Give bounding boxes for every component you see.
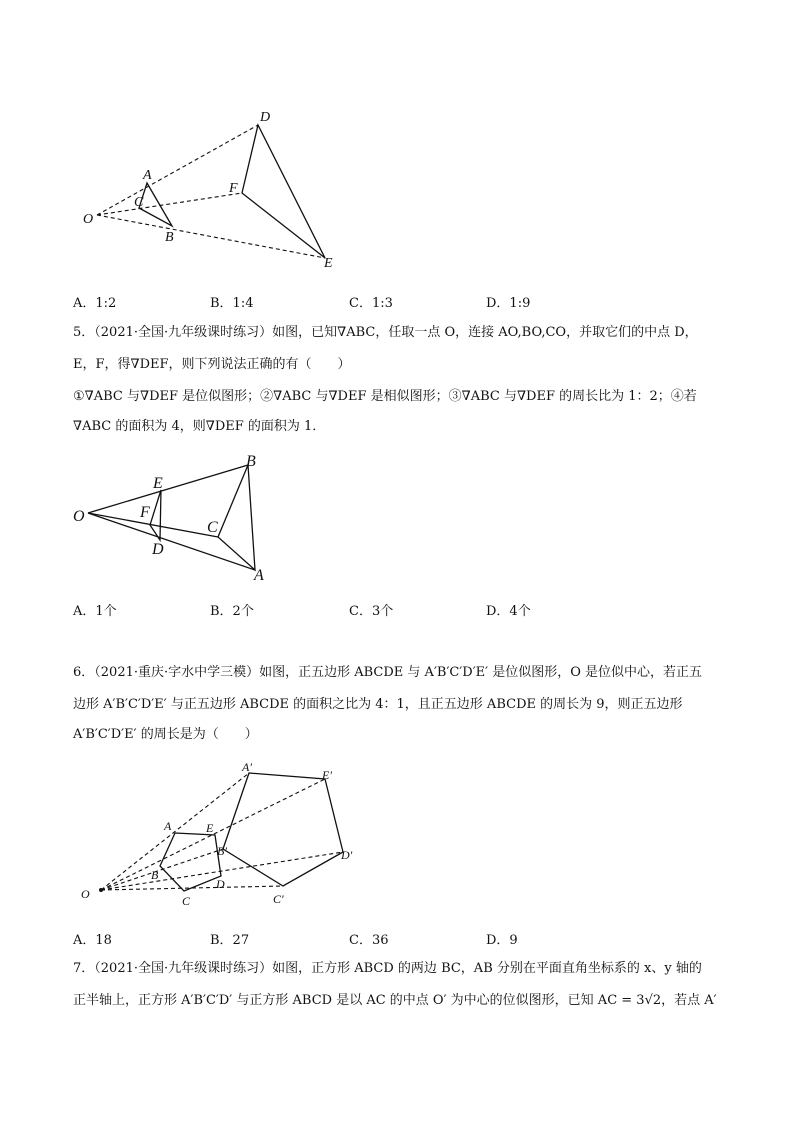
- pentagon-ABCDE: [160, 833, 221, 891]
- label-C: C: [134, 195, 144, 210]
- q6-line-2: 边形 A′B′C′D′E′ 与正五边形 ABCDE 的面积之比为 4：1，且正五边形 ABCDE 的周长为 9，则正五边形: [73, 697, 683, 712]
- ray-OA: [101, 773, 249, 890]
- seg-OB: [88, 465, 248, 513]
- q7-line-2: 正半轴上，正方形 A′B′C′D′ 与正方形 ABCD 是以 AC 的中点 O′ 为中心的位似图形，已知 AC = 3√2，若点 A′: [73, 993, 717, 1008]
- label-A: A: [143, 168, 152, 183]
- label-C: C: [182, 894, 191, 908]
- label-A: A: [164, 819, 172, 833]
- label-B: B: [246, 453, 256, 470]
- q4-options: [73, 292, 673, 310]
- q6-option-c[interactable]: C．36: [349, 933, 389, 948]
- q5-options: [73, 600, 673, 618]
- label-B-prime: B′: [217, 844, 227, 858]
- q6-option-a[interactable]: A．18: [73, 933, 112, 948]
- label-O: O: [81, 887, 90, 901]
- q5-line-3: ①∇ABC 与∇DEF 是位似图形；②∇ABC 与∇DEF 是相似图形；③∇ABC 与∇DEF 的周长比为 1：2；④若: [73, 389, 697, 404]
- q6-options: [73, 929, 673, 947]
- q4-option-c[interactable]: C．1:3: [349, 296, 393, 311]
- seg-OA: [88, 513, 255, 570]
- q5-option-a[interactable]: A．1个: [73, 604, 117, 619]
- label-F: F: [229, 181, 238, 196]
- label-A: A: [254, 567, 264, 584]
- point-O: [99, 888, 103, 892]
- label-O: O: [83, 212, 94, 227]
- label-D: D: [216, 877, 225, 891]
- label-D-prime: D′: [341, 848, 353, 862]
- q6-option-d[interactable]: D．9: [486, 933, 518, 948]
- ray-OB: [101, 849, 223, 890]
- q4-option-a[interactable]: A．1:2: [73, 296, 117, 311]
- triangle-DEF: [242, 125, 325, 258]
- label-A-prime: A′: [242, 760, 252, 774]
- ray-OE: [97, 215, 325, 258]
- label-E: E: [324, 256, 333, 270]
- q4-option-b[interactable]: B．1:4: [210, 296, 254, 311]
- q4-option-d[interactable]: D．1:9: [486, 296, 531, 311]
- label-C-prime: C′: [273, 892, 284, 906]
- label-F: F: [140, 504, 150, 521]
- q7-line-1: 7．（2021·全国·九年级课时练习）如图，正方形 ABCD 的两边 BC，AB 分别在平面直角坐标系的 x、y 轴的: [73, 961, 702, 976]
- q5-option-c[interactable]: C．3个: [349, 604, 394, 619]
- q5-option-b[interactable]: B．2个: [210, 604, 254, 619]
- ray-OD: [97, 125, 258, 215]
- label-E: E: [153, 475, 163, 492]
- label-D: D: [260, 110, 271, 125]
- q6-option-b[interactable]: B．27: [210, 933, 250, 948]
- q6-line-1: 6．（2021·重庆·字水中学三模）如图，正五边形 ABCDE 与 A′B′C′D′E′ 是位似图形，O 是位似中心，若正五: [73, 665, 703, 680]
- q5-option-d[interactable]: D．4个: [486, 604, 531, 619]
- label-D: D: [152, 541, 164, 558]
- q5-line-4: ∇ABC 的面积为 4，则∇DEF 的面积为 1．: [73, 419, 326, 434]
- figure-q5: [70, 450, 280, 585]
- label-E-prime: E′: [322, 768, 332, 782]
- label-C: C: [207, 519, 218, 536]
- triangle-ABC: [218, 465, 255, 570]
- label-E: E: [206, 821, 214, 835]
- q5-line-1: 5．（2021·全国·九年级课时练习）如图，已知∇ABC，任取一点 O，连接 AO,BO,CO，并取它们的中点 D，: [73, 325, 698, 340]
- label-O: O: [73, 508, 85, 525]
- pentagon-A2B2C2D2E2: [223, 773, 343, 886]
- ray-OF: [97, 193, 242, 215]
- label-B: B: [165, 230, 174, 245]
- label-B: B: [151, 868, 159, 882]
- q5-line-2: E，F，得∇DEF，则下列说法正确的有（ ）: [73, 357, 351, 372]
- q6-line-3: A′B′C′D′E′ 的周长是为（ ）: [73, 727, 258, 742]
- triangle-DEF: [150, 490, 161, 540]
- figure-q4: [75, 100, 355, 270]
- figure-q6: [75, 755, 375, 915]
